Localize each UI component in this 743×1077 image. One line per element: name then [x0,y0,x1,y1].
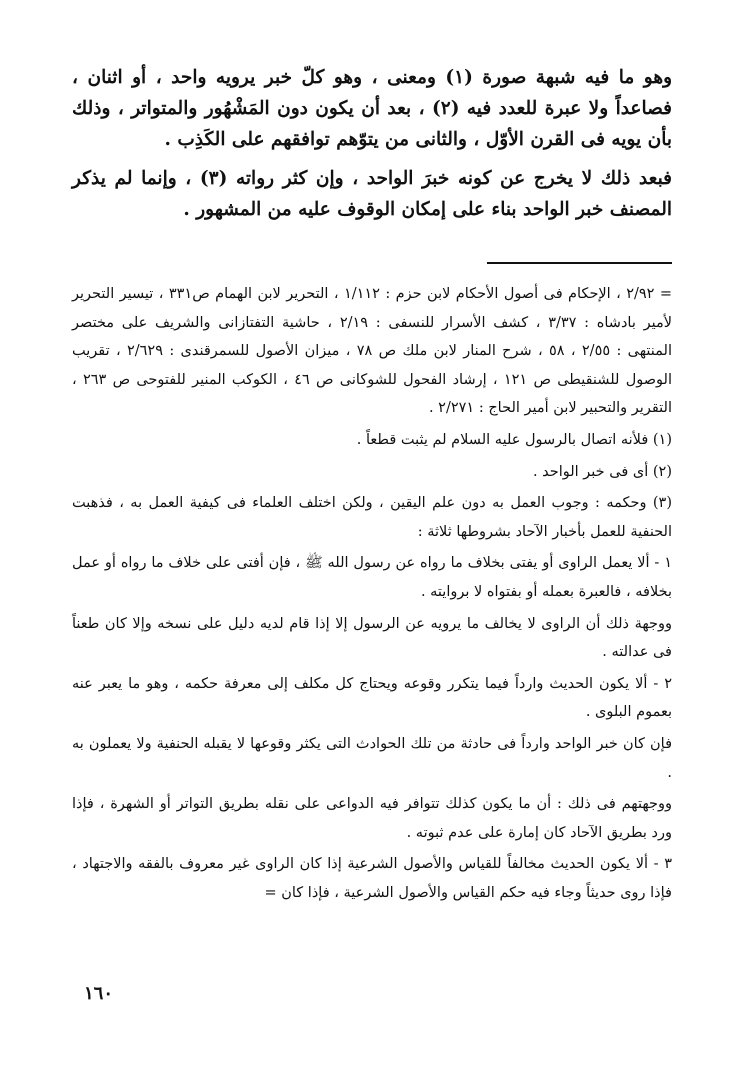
footnote-3-condition-1-reason: ووجهة ذلك أن الراوى لا يخالف ما يرويه عن الرسول إلا إذا قام لديه دليل على نسخه وإلا كان طعناً فى عدالته . [72,615,672,661]
footnote-3-condition-1: ١ - ألا يعمل الراوى أو يفتى بخلاف ما رواه عن رسول الله ﷺ ، فإن أفتى على خلاف ما رواه أو عمل بخلافه ، فالعبرة بعمله أو بفتواه لا بروايته . [72,555,672,600]
page-number: ١٦٠ [84,983,114,1004]
footnote-separator [487,262,672,264]
main-text [72,62,672,225]
main-paragraph-2: فبعد ذلك لا يخرج عن كونه خبرَ الواحد ، وإن كثر رواته (٣) ، وإنما لم يذكر المصنف خبر الواحد بناء على إمكان الوقوف عليه من المشهور . [72,168,672,220]
footnote-continuation: = ٢/٩٢ ، الإحكام فى أصول الأحكام لابن حزم : ١/١١٢ ، التحرير لابن الهمام ص٣٣١ ، تيسير التحرير لأمير بادشاه : ٣/٣٧ ، كشف الأسرار للنسفى : ٢/١٩ ، حاشية التفتازانى والشريف على مختصر المنتهى : ٢/٥٥ ، ٥٨ ، شرح المنار لابن ملك ص ٧٨ ، ميزان الأصول للسمرقندى : ٢/٦٢٩ ، تقريب الوصول للشنقيطى ص ١٢١ ، إرشاد الفحول للشوكانى ص ٤٦ ، الكوكب المنير للفتوحى ص ٢٦٣ ، التقرير والتحبير لابن أمير الحاج : ٢/٢٧١ . [72,286,673,417]
footnote-1: (١) فلأنه اتصال بالرسول عليه السلام لم يثبت قطعاً . [356,431,672,448]
footnote-3-condition-2-reason: ووجهتهم فى ذلك : أن ما يكون كذلك تتوافر فيه الدواعى على نقله بطريق التواتر أو الشهرة ، فإذا ورد بطريق الآحاد كان إمارة على عدم ثبوته . [72,796,672,841]
footnote-2: (٢) أى فى خبر الواحد . [532,463,672,480]
footnote-3-condition-2-explanation: فإن كان خبر الواحد وارداً فى حادثة من تلك الحوادث التى يكثر وقوعها لا يقبله الحنفية ولا يعملون به . [72,735,672,781]
footnote-3-condition-2: ٢ - ألا يكون الحديث وارداً فيما يتكرر وقوعه ويحتاج كل مكلف إلى معرفة حكمه ، وهو ما يعبر عنه بعموم البلوى . [72,675,672,721]
main-paragraph-1: وهو ما فيه شبهة صورة (١) ومعنى ، وهو كلّ خبر يرويه واحد ، أو اثنان ، فصاعداً ولا عبرة للعدد فيه (٢) ، بعد أن يكون دون المَشْهُور والمتواتر ، وذلك بأن يويه فى القرن الأوّل ، والثانى من يتوّهم توافقهم على الكَذِب . [72,67,673,150]
footnote-3-condition-3: ٣ - ألا يكون الحديث مخالفاً للقياس والأصول الشرعية إذا كان الراوى غير معروف بالفقه والاجتهاد ، فإذا روى حديثاً وجاء فيه حكم القياس والأصول الشرعية ، فإذا كان = [72,856,672,901]
footnotes [72,280,672,907]
footnote-3: (٣) وحكمه : وجوب العمل به دون علم اليقين ، ولكن اختلف العلماء فى كيفية العمل به ، فذهبت الحنفية للعمل بأخبار الآحاد بشروطها ثلاثة : [72,495,672,540]
book-page [72,62,673,901]
